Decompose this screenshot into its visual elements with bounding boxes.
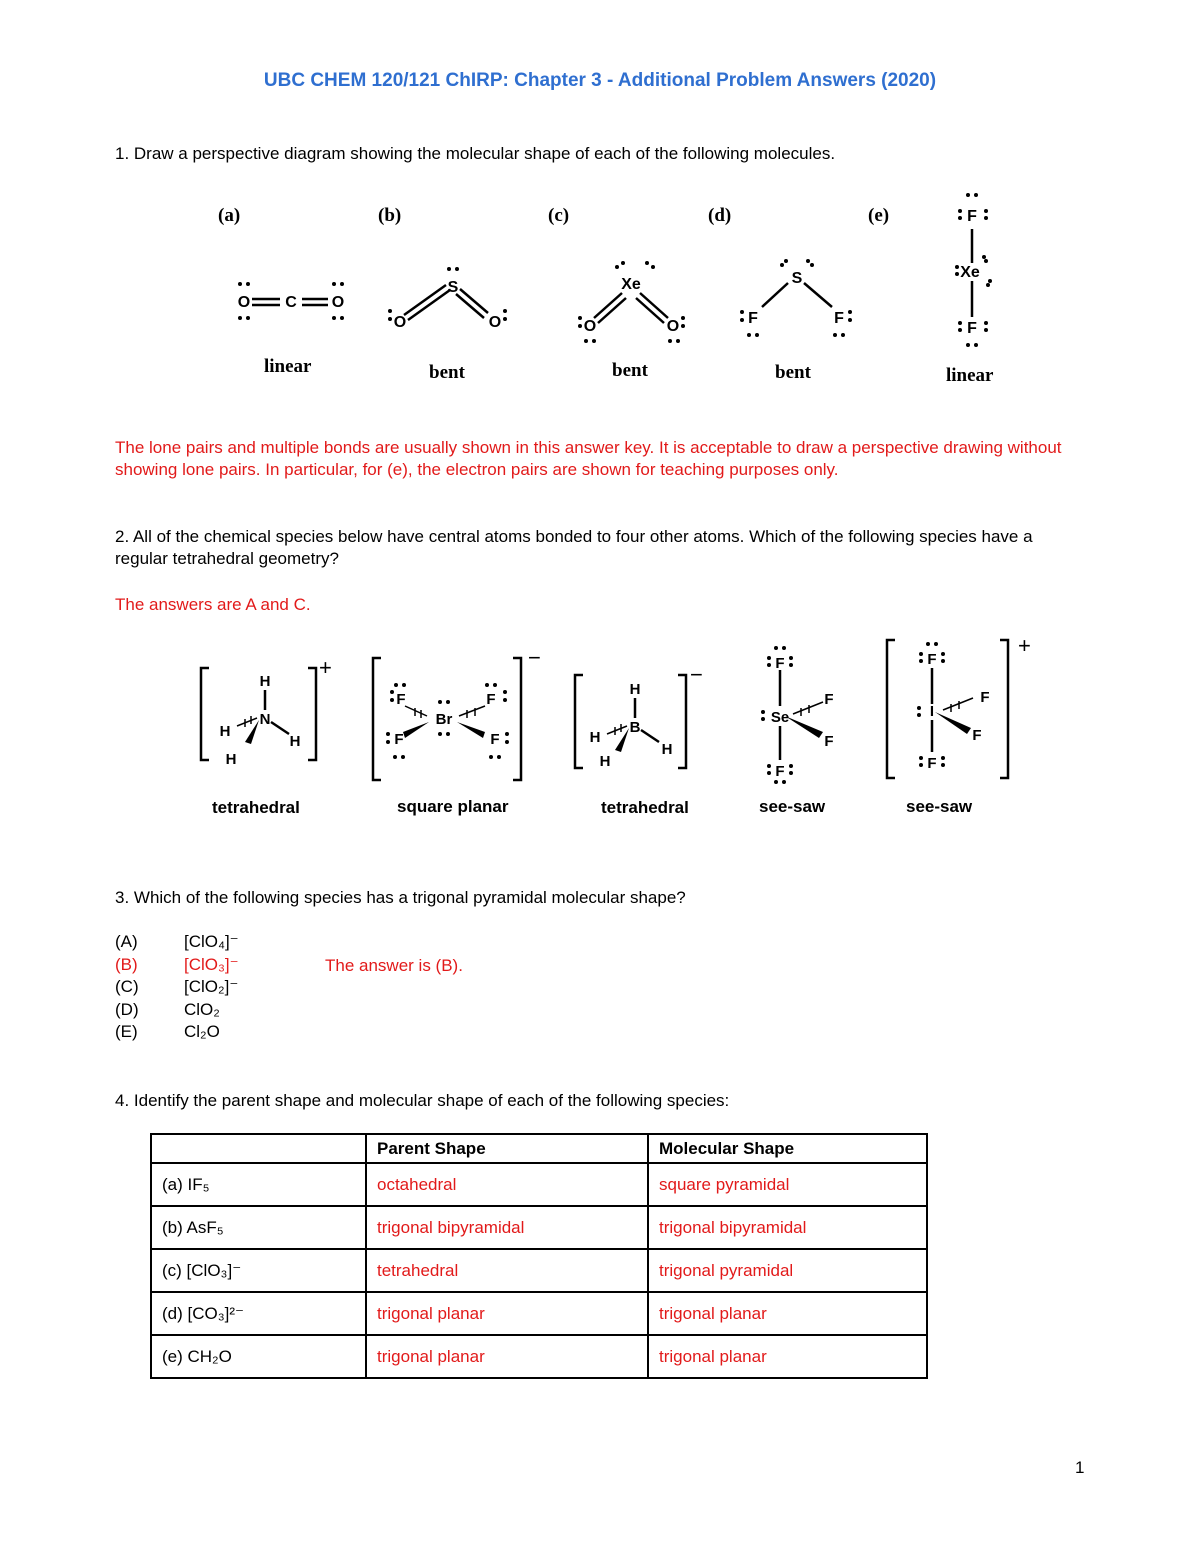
option-formula: [ClO₃]⁻ [184, 955, 239, 974]
svg-text:Se: Se [770, 709, 790, 726]
svg-text:F: F [748, 310, 758, 327]
species-cell: (b) AsF₅ [151, 1206, 366, 1249]
option-label: (D) [115, 1000, 139, 1019]
svg-text:S: S [447, 279, 459, 296]
svg-text:F: F [490, 731, 500, 748]
molecular-shape-cell: trigonal planar [648, 1335, 927, 1378]
question-4: 4. Identify the parent shape and molecular shape of each of the following species: [115, 1091, 730, 1110]
q3-answer: The answer is (B). [325, 956, 463, 975]
svg-text:O: O [488, 314, 502, 331]
svg-text:C: C [285, 294, 297, 311]
molecule-letter-a: (a) [218, 205, 241, 226]
table-header-row [151, 1134, 927, 1163]
svg-text:H: H [289, 733, 301, 750]
parent-shape-cell: trigonal bipyramidal [366, 1206, 648, 1249]
q1-structures-diagram [220, 185, 1020, 360]
charge-a: + [319, 655, 332, 680]
table-row [151, 1249, 927, 1292]
table-header-cell: Parent Shape [366, 1134, 648, 1163]
molecule-letter-c: (c) [548, 205, 570, 226]
svg-text:B: B [629, 719, 641, 736]
svg-text:H: H [259, 673, 271, 690]
molecular-shape-cell: trigonal pyramidal [648, 1249, 927, 1292]
q2-shape-e: see-saw [906, 797, 973, 816]
shapes-table [150, 1133, 928, 1379]
svg-text:N: N [259, 711, 271, 728]
svg-text:O: O [237, 294, 251, 311]
question-2: 2. All of the chemical species below have central atoms bonded to four other atoms. Which of the following species have a regular tetrahedral geometry? [115, 527, 1033, 568]
option-formula: ClO₂ [184, 1000, 220, 1019]
svg-text:F: F [967, 208, 977, 225]
svg-text:S: S [791, 270, 803, 287]
shape-label-b: bent [429, 362, 465, 383]
option-label: (B) [115, 955, 138, 974]
option-formula: [ClO₄]⁻ [184, 932, 239, 951]
molecular-shape-cell: square pyramidal [648, 1163, 927, 1206]
molecule-letter-d: (d) [708, 205, 732, 226]
q2-shape-b: square planar [397, 797, 509, 816]
q2-shape-c: tetrahedral [601, 798, 689, 817]
table-header-cell: Molecular Shape [648, 1134, 927, 1163]
table-row [151, 1206, 927, 1249]
molecular-shape-cell: trigonal bipyramidal [648, 1206, 927, 1249]
svg-text:H: H [599, 753, 611, 770]
molecule-letter-b: (b) [378, 205, 402, 226]
svg-text:H: H [629, 681, 641, 698]
svg-text:F: F [824, 733, 834, 750]
option-label: (A) [115, 932, 138, 951]
option-formula: [ClO₂]⁻ [184, 977, 239, 996]
svg-text:O: O [393, 314, 407, 331]
question-3: 3. Which of the following species has a trigonal pyramidal molecular shape? [115, 888, 686, 907]
svg-text:H: H [661, 741, 673, 758]
table-row [151, 1335, 927, 1378]
svg-text:F: F [980, 689, 990, 706]
table-row [151, 1163, 927, 1206]
q2-answer: The answers are A and C. [115, 595, 311, 614]
option-label: (C) [115, 977, 139, 996]
shape-label-e: linear [946, 365, 994, 386]
svg-text:F: F [824, 691, 834, 708]
charge-b: − [528, 645, 541, 670]
svg-text:F: F [927, 651, 937, 668]
question-1: 1. Draw a perspective diagram showing the molecular shape of each of the following molecules. [115, 144, 836, 163]
svg-text:F: F [394, 731, 404, 748]
svg-text:O: O [583, 318, 597, 335]
svg-text:F: F [486, 691, 496, 708]
svg-text:F: F [775, 763, 785, 780]
shape-label-d: bent [775, 362, 811, 383]
species-cell: (a) IF₅ [151, 1163, 366, 1206]
shape-label-c: bent [612, 360, 648, 381]
species-cell: (e) CH₂O [151, 1335, 366, 1378]
table-row [151, 1292, 927, 1335]
q1-note: The lone pairs and multiple bonds are usually shown in this answer key. It is acceptable to draw a perspective drawing without showing lone pairs. In particular, for (e), the electron pairs are shown for teaching purposes only. [115, 438, 1062, 479]
q2-shape-d: see-saw [759, 797, 826, 816]
page-number: 1 [1075, 1458, 1085, 1477]
charge-c: − [690, 662, 703, 687]
svg-text:F: F [967, 320, 977, 337]
species-cell: (d) [CO₃]²⁻ [151, 1292, 366, 1335]
option-formula: Cl₂O [184, 1022, 220, 1041]
parent-shape-cell: trigonal planar [366, 1292, 648, 1335]
parent-shape-cell: octahedral [366, 1163, 648, 1206]
svg-text:O: O [331, 294, 345, 311]
q2-structures-diagram [195, 630, 1045, 790]
svg-text:F: F [927, 755, 937, 772]
svg-text:F: F [775, 655, 785, 672]
species-cell: (c) [ClO₃]⁻ [151, 1249, 366, 1292]
option-label: (E) [115, 1022, 138, 1041]
svg-text:H: H [225, 751, 237, 768]
page-title: UBC CHEM 120/121 ChIRP: Chapter 3 - Additional Problem Answers (2020) [263, 70, 937, 91]
svg-text:Br: Br [435, 711, 453, 728]
svg-text:O: O [666, 318, 680, 335]
svg-text:F: F [972, 727, 982, 744]
svg-text:I: I [929, 703, 935, 720]
svg-text:F: F [834, 310, 844, 327]
parent-shape-cell: tetrahedral [366, 1249, 648, 1292]
svg-text:Xe: Xe [960, 264, 980, 281]
molecule-letter-e: (e) [868, 205, 890, 226]
svg-text:H: H [589, 729, 601, 746]
svg-text:F: F [396, 691, 406, 708]
parent-shape-cell: trigonal planar [366, 1335, 648, 1378]
shape-label-a: linear [264, 356, 312, 377]
charge-e: + [1018, 633, 1031, 658]
q2-shape-a: tetrahedral [212, 798, 300, 817]
svg-text:H: H [219, 723, 231, 740]
molecular-shape-cell: trigonal planar [648, 1292, 927, 1335]
table-header-cell [151, 1134, 366, 1163]
svg-text:Xe: Xe [621, 276, 641, 293]
